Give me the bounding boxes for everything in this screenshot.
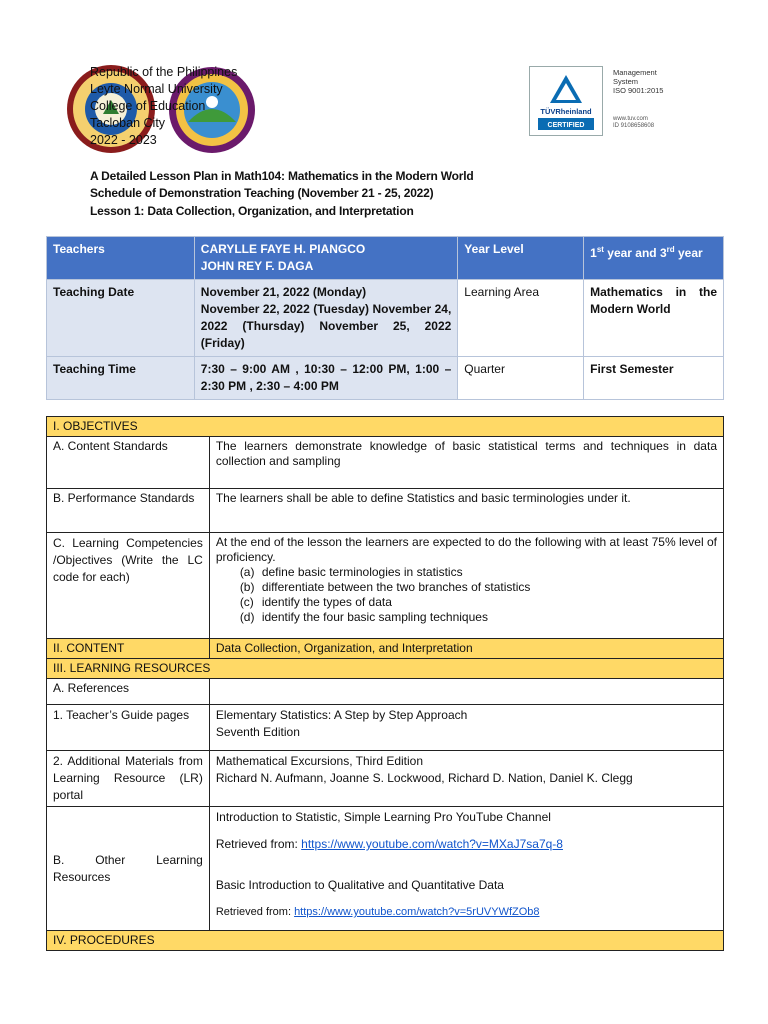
other-resource-source-1 bbox=[216, 837, 717, 852]
learning-area-label: Learning Area bbox=[458, 280, 584, 357]
lesson-plan-table bbox=[46, 416, 724, 951]
iso-certification-mark bbox=[529, 66, 679, 136]
references-label: A. References bbox=[47, 679, 210, 705]
quarter-value: First Semester bbox=[584, 357, 724, 400]
info-row-teachers bbox=[47, 237, 724, 280]
retrieved-label: Retrieved from: bbox=[215, 906, 295, 918]
content-standards-value: The learners demonstrate knowledge of basic statistical terms and techniques in data collection and sampling bbox=[209, 437, 723, 489]
cert-line-3: ISO 9001:2015 bbox=[613, 86, 664, 95]
objective-text: identify the four basic sampling techniques bbox=[261, 610, 488, 624]
year-level-end: year bbox=[674, 246, 703, 260]
learning-area-value: Mathematics in the Modern World bbox=[584, 280, 724, 357]
additional-line-1: Mathematical Excursions, Third Edition bbox=[215, 754, 424, 768]
header-line-college: College of Education bbox=[90, 99, 206, 113]
references-row bbox=[47, 679, 724, 705]
other-resources-label: B. Other Learning Resources bbox=[47, 807, 210, 931]
other-resource-title-1: Introduction to Statistic, Simple Learning Pro YouTube Channel bbox=[215, 810, 551, 824]
teachers-guide-line-2: Seventh Edition bbox=[215, 725, 300, 739]
cert-url: www.tuv.com bbox=[613, 116, 648, 122]
schedule-title: Schedule of Demonstration Teaching (November 21 - 25, 2022) bbox=[90, 186, 434, 200]
performance-standards-label: B. Performance Standards bbox=[47, 489, 210, 533]
objective-marker: (d) bbox=[239, 610, 255, 624]
additional-materials-value bbox=[209, 751, 723, 807]
competencies-row bbox=[47, 533, 724, 639]
cert-line-1: Management bbox=[613, 68, 657, 77]
additional-line-2: Richard N. Aufmann, Joanne S. Lockwood, Richard D. Nation, Daniel K. Clegg bbox=[215, 771, 633, 785]
resources-section-row bbox=[47, 659, 724, 679]
youtube-link-1[interactable]: https://www.youtube.com/watch?v=MXaJ7sa7q-8 bbox=[301, 837, 563, 851]
youtube-link-2[interactable]: https://www.youtube.com/watch?v=5rUVYWfZOb8 bbox=[294, 906, 540, 918]
teaching-date-1: November 21, 2022 (Monday) bbox=[200, 285, 367, 299]
procedures-header: IV. PROCEDURES bbox=[47, 931, 724, 951]
year-level-third-sup: rd bbox=[666, 245, 675, 254]
objective-text: identify the types of data bbox=[261, 595, 392, 609]
teaching-date-label: Teaching Date bbox=[47, 280, 195, 357]
objective-item bbox=[216, 580, 717, 595]
quarter-label: Quarter bbox=[458, 357, 584, 400]
additional-materials-label: 2. Additional Materials from Learning Resource (LR) portal bbox=[47, 751, 210, 807]
performance-standards-row bbox=[47, 489, 724, 533]
retrieved-label: Retrieved from: bbox=[215, 837, 302, 851]
procedures-section-row bbox=[47, 931, 724, 951]
header-line-university: Leyte Normal University bbox=[90, 82, 223, 96]
teaching-time-label: Teaching Time bbox=[47, 357, 195, 400]
content-header: II. CONTENT bbox=[47, 639, 210, 659]
performance-standards-value: The learners shall be able to define Statistics and basic terminologies under it. bbox=[209, 489, 723, 533]
certification-text bbox=[613, 68, 683, 95]
teaching-date-2: November 22, 2022 (Tuesday) November 24, 2022 (Thursday) November 25, 2022 (Friday) bbox=[200, 302, 452, 350]
tuv-logo bbox=[529, 66, 603, 136]
content-value: Data Collection, Organization, and Interpretation bbox=[209, 639, 723, 659]
objective-marker: (a) bbox=[239, 565, 255, 579]
teachers-value bbox=[194, 237, 458, 280]
other-resource-source-2 bbox=[216, 905, 717, 920]
tuv-brand-text: TÜVRheinland bbox=[540, 107, 592, 116]
objective-item bbox=[216, 610, 717, 625]
teaching-date-value bbox=[194, 280, 458, 357]
cert-details bbox=[613, 116, 654, 130]
header-line-school-year: 2022 - 2023 bbox=[90, 133, 157, 147]
references-value bbox=[209, 679, 723, 705]
objective-marker: (c) bbox=[239, 595, 254, 609]
objectives-header: I. OBJECTIVES bbox=[47, 417, 724, 437]
objective-marker: (b) bbox=[239, 580, 255, 594]
year-level-value bbox=[584, 237, 724, 280]
content-standards-label: A. Content Standards bbox=[47, 437, 210, 489]
teacher-1: CARYLLE FAYE H. PIANGCO bbox=[200, 242, 366, 256]
cert-id: ID 9108658608 bbox=[613, 123, 655, 129]
teachers-guide-line-1: Elementary Statistics: A Step by Step Approach bbox=[215, 708, 468, 722]
competencies-label: C. Learning Competencies /Objectives (Write the LC code for each) bbox=[47, 533, 210, 639]
competencies-intro: At the end of the lesson the learners are expected to do the following with at least 75% level of proficiency. bbox=[215, 535, 717, 564]
year-level-first: 1 bbox=[590, 246, 597, 260]
objective-text: define basic terminologies in statistics bbox=[261, 565, 463, 579]
objectives-section-row bbox=[47, 417, 724, 437]
lesson-title: Lesson 1: Data Collection, Organization, and Interpretation bbox=[90, 204, 414, 218]
teaching-time-value: 7:30 – 9:00 AM , 10:30 – 12:00 PM, 1:00 – 2:30 PM , 2:30 – 4:00 PM bbox=[194, 357, 458, 400]
objective-item bbox=[216, 595, 717, 610]
other-resources-row bbox=[47, 807, 724, 931]
objective-text: differentiate between the two branches of statistics bbox=[261, 580, 531, 594]
content-section-row bbox=[47, 639, 724, 659]
certified-badge: CERTIFIED bbox=[547, 122, 585, 129]
competencies-value bbox=[209, 533, 723, 639]
year-level-label: Year Level bbox=[458, 237, 584, 280]
other-resources-value bbox=[209, 807, 723, 931]
year-level-and: year and 3 bbox=[603, 246, 667, 260]
cert-line-2: System bbox=[613, 77, 639, 86]
objective-list bbox=[216, 565, 717, 625]
teachers-guide-label: 1. Teacher’s Guide pages bbox=[47, 705, 210, 751]
header-line-city: Tacloban City bbox=[90, 116, 166, 130]
info-row-teaching-time bbox=[47, 357, 724, 400]
teacher-2: JOHN REY F. DAGA bbox=[200, 259, 314, 273]
tuv-triangle-icon bbox=[530, 67, 602, 135]
lesson-info-table bbox=[46, 236, 724, 400]
other-resource-title-2: Basic Introduction to Qualitative and Quantitative Data bbox=[215, 878, 504, 892]
resources-header: III. LEARNING RESOURCES bbox=[47, 659, 724, 679]
teachers-label: Teachers bbox=[47, 237, 195, 280]
year-level-first-sup: st bbox=[596, 245, 604, 254]
teachers-guide-row bbox=[47, 705, 724, 751]
info-row-teaching-date bbox=[47, 280, 724, 357]
header-line-country: Republic of the Philippines bbox=[90, 65, 238, 79]
additional-materials-row bbox=[47, 751, 724, 807]
objective-item bbox=[216, 565, 717, 580]
content-standards-row bbox=[47, 437, 724, 489]
lesson-plan-title: A Detailed Lesson Plan in Math104: Mathematics in the Modern World bbox=[90, 169, 474, 183]
teachers-guide-value bbox=[209, 705, 723, 751]
